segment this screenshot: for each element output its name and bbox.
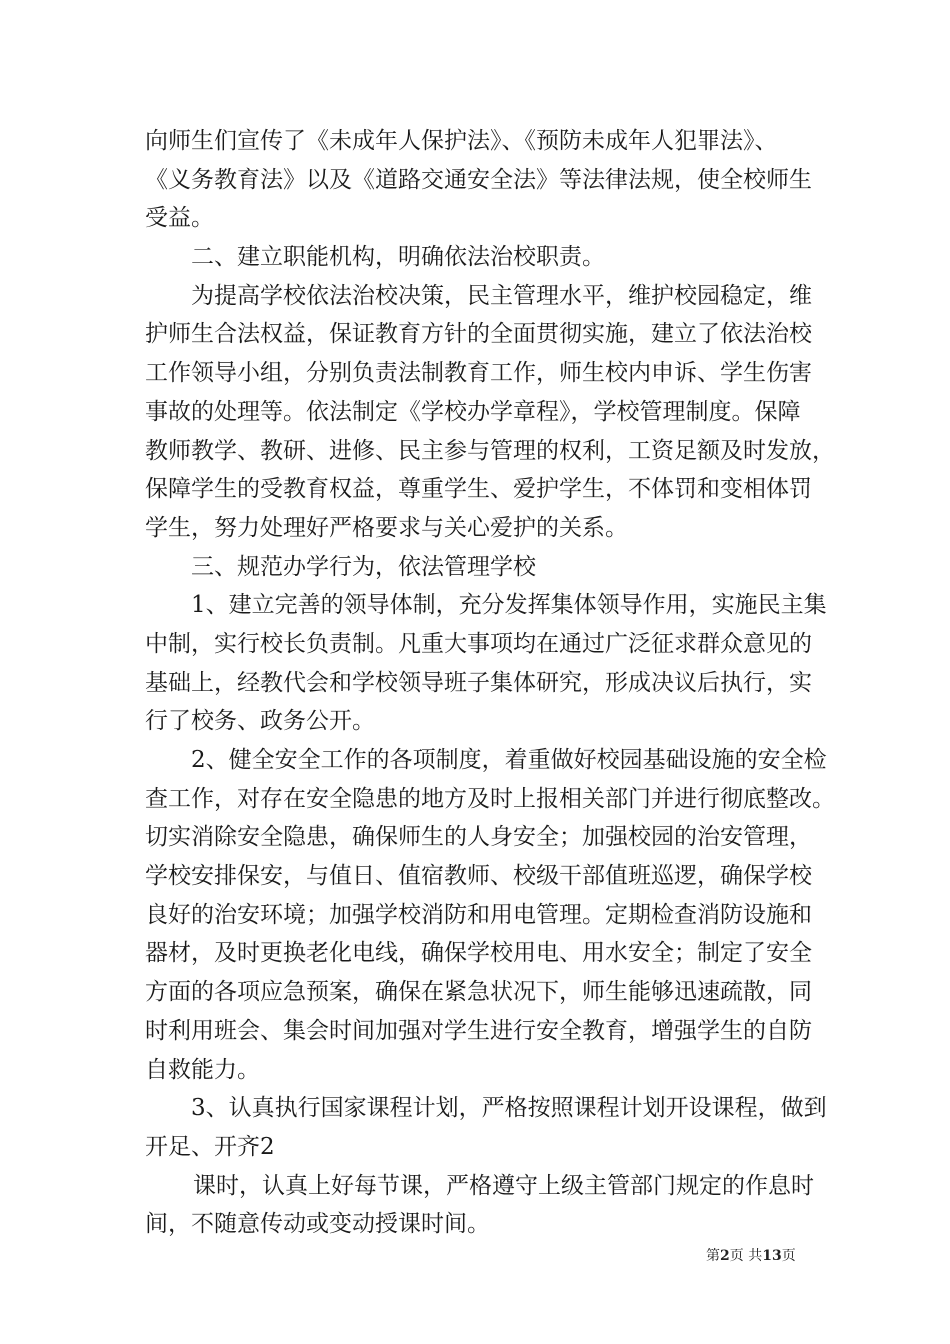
footer-suffix: 页 bbox=[781, 1248, 796, 1264]
body-line: 自救能力。 bbox=[145, 1056, 260, 1083]
body-line: 行了校务、政务公开。 bbox=[145, 708, 375, 735]
current-page-number: 2 bbox=[720, 1248, 730, 1264]
body-line: 间，不随意传动或变动授课时间。 bbox=[145, 1211, 490, 1238]
body-line: 器材，及时更换老化电线，确保学校用电、用水安全；制定了安全 bbox=[145, 940, 812, 967]
body-line: 1、建立完善的领导体制，充分发挥集体领导作用，实施民主集 bbox=[191, 592, 827, 619]
footer-prefix: 第 bbox=[706, 1248, 720, 1264]
body-line: 学生，努力处理好严格要求与关心爱护的关系。 bbox=[145, 514, 628, 541]
body-line: 护师生合法权益，保证教育方针的全面贯彻实施，建立了依法治校 bbox=[145, 321, 812, 348]
footer-middle: 页 共 bbox=[729, 1248, 763, 1264]
body-line: 方面的各项应急预案，确保在紧急状况下，师生能够迅速疏散，同 bbox=[145, 979, 812, 1006]
body-line: 事故的处理等。依法制定《学校办学章程》，学校管理制度。保障 bbox=[145, 398, 801, 425]
body-line: 受益。 bbox=[145, 205, 214, 232]
page-number-footer bbox=[706, 1247, 796, 1265]
body-line: 中制，实行校长负责制。凡重大事项均在通过广泛征求群众意见的 bbox=[145, 630, 812, 657]
section-heading: 三、规范办学行为，依法管理学校 bbox=[191, 553, 536, 580]
body-line: 切实消除安全隐患，确保师生的人身安全；加强校园的治安管理， bbox=[145, 824, 812, 851]
body-line: 良好的治安环境；加强学校消防和用电管理。定期检查消防设施和 bbox=[145, 901, 812, 928]
body-line: 学校安排保安，与值日、值宿教师、校级干部值班巡逻，确保学校 bbox=[145, 863, 812, 890]
body-line: 教师教学、教研、进修、民主参与管理的权利，工资足额及时发放， bbox=[145, 437, 835, 464]
total-page-count: 13 bbox=[762, 1248, 782, 1264]
body-line: 为提高学校依法治校决策，民主管理水平，维护校园稳定，维 bbox=[191, 282, 812, 309]
body-line: 基础上，经教代会和学校领导班子集体研究，形成决议后执行，实 bbox=[145, 669, 812, 696]
body-line: 查工作，对存在安全隐患的地方及时上报相关部门并进行彻底整改。 bbox=[145, 785, 835, 812]
body-line: 3、认真执行国家课程计划，严格按照课程计划开设课程，做到 bbox=[191, 1095, 827, 1122]
body-line: 保障学生的受教育权益，尊重学生、爱护学生，不体罚和变相体罚 bbox=[145, 476, 812, 503]
body-line: 时利用班会、集会时间加强对学生进行安全教育，增强学生的自防 bbox=[145, 1017, 812, 1044]
body-line: 开足、开齐2 bbox=[145, 1133, 275, 1160]
body-line: 工作领导小组，分别负责法制教育工作，师生校内申诉、学生伤害 bbox=[145, 360, 812, 387]
body-line: 2、健全安全工作的各项制度，着重做好校园基础设施的安全检 bbox=[191, 747, 827, 773]
body-line: 课时，认真上好每节课，严格遵守上级主管部门规定的作息时 bbox=[193, 1172, 814, 1199]
body-line: 《义务教育法》以及《道路交通安全法》等法律法规，使全校师生 bbox=[145, 166, 812, 193]
section-heading: 二、建立职能机构，明确依法治校职责。 bbox=[191, 244, 605, 271]
document-body bbox=[145, 122, 835, 1244]
body-line: 向师生们宣传了《未成年人保护法》、《预防未成年人犯罪法》、 bbox=[145, 128, 778, 154]
